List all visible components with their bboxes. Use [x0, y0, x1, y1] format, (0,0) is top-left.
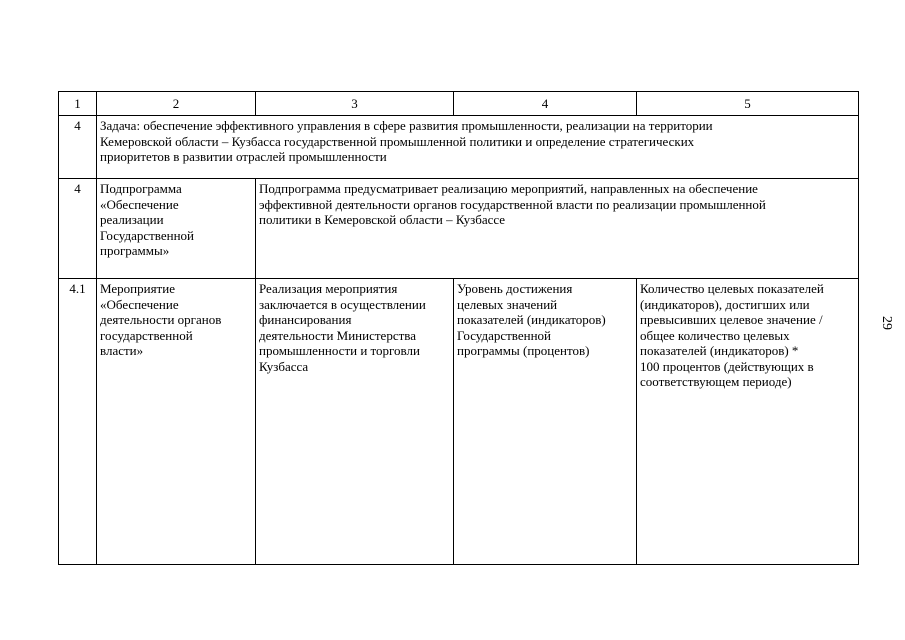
subprogram-description: Подпрограмма предусматривает реализацию мероприятий, направленных на обеспечение эффективной деятельности органов государственной власти по реализации промышленной политики в Кемеровской области – Кузбассе — [256, 179, 859, 279]
subprogram-row — [59, 179, 859, 279]
measure-description: Реализация мероприятия заключается в осуществлении финансирования деятельности Министерства промышленности и торговли Кузбасса — [256, 279, 454, 565]
measure-indicator: Уровень достижения целевых значений показателей (индикаторов) Государственной программы (процентов) — [454, 279, 637, 565]
subprogram-number: 4 — [59, 179, 97, 279]
measure-name: Мероприятие «Обеспечение деятельности органов государственной власти» — [97, 279, 256, 565]
program-table — [58, 91, 859, 565]
header-cell: 4 — [454, 92, 637, 116]
task-row — [59, 116, 859, 179]
task-text: Задача: обеспечение эффективного управления в сфере развития промышленности, реализации на территории Кемеровской области – Кузбасса государственной промышленной политики и определение стратегических приоритетов в развитии отраслей промышленности — [97, 116, 859, 179]
header-cell: 3 — [256, 92, 454, 116]
measure-row — [59, 279, 859, 565]
page-number: 29 — [879, 316, 894, 330]
measure-formula: Количество целевых показателей (индикаторов), достигших или превысивших целевое значение / общее количество целевых показателей (индикаторов) * 100 процентов (действующих в соответствующем периоде) — [637, 279, 859, 565]
task-number: 4 — [59, 116, 97, 179]
header-cell: 5 — [637, 92, 859, 116]
header-cell: 2 — [97, 92, 256, 116]
header-cell: 1 — [59, 92, 97, 116]
measure-number: 4.1 — [59, 279, 97, 565]
header-row — [59, 92, 859, 116]
subprogram-name: Подпрограмма «Обеспечение реализации Государственной программы» — [97, 179, 256, 279]
